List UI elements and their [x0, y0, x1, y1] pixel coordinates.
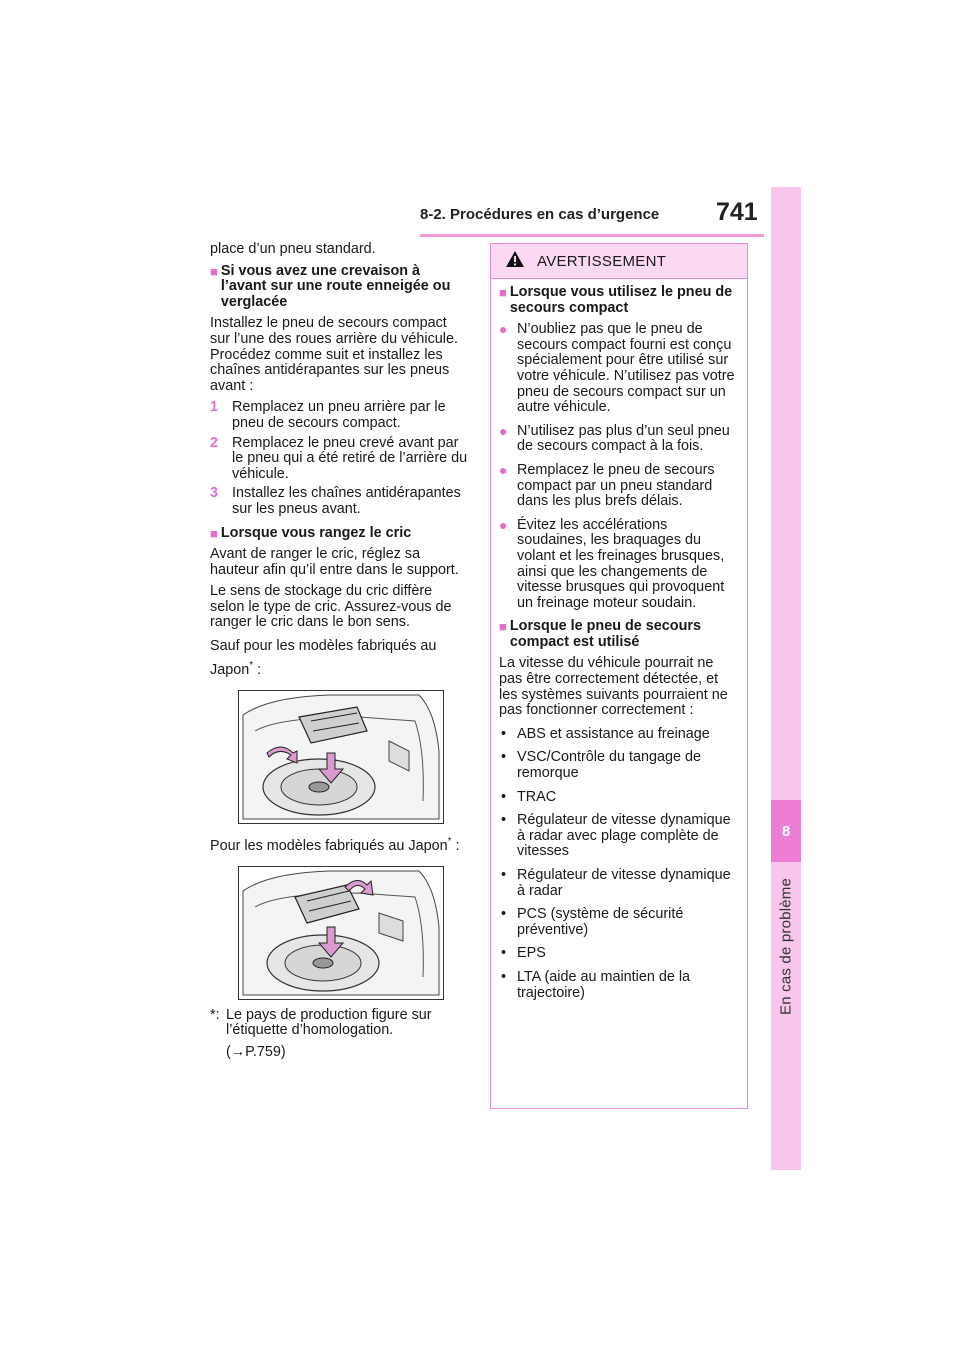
warning-bullet: ● N’utilisez pas plus d’un seul pneu de secours compact à la fois. — [499, 422, 730, 455]
system-list-item: • EPS — [501, 945, 546, 962]
warning-paragraph: La vitesse du véhicule pourrait ne pas être correctement détectée, et les systèmes suivants pourraient ne pas fonctionner correctement : — [499, 655, 728, 719]
system-list-item: • Régulateur de vitesse dynamique à radar avec plage complète de vitesses — [501, 812, 731, 860]
subheading-front-puncture: ■ Si vous avez une crevaison à l’avant sur une route enneigée ou verglacée — [210, 262, 451, 310]
step-item: 1 Remplacez un pneu arrière par le pneu de secours compact. — [210, 399, 446, 431]
bullet-dot-icon: ● — [499, 516, 508, 533]
bullet-dot-icon: ● — [499, 422, 508, 439]
header-divider — [420, 234, 764, 237]
system-list-item: • TRAC — [501, 788, 557, 805]
warning-bullet: ● N’oubliez pas que le pneu de secours compact fourni est conçu spécialement pour être utilisé sur votre véhicule. N’utilisez pas votre pneu de secours compact sur un autre véhicule. — [499, 321, 735, 416]
section-title: 8-2. Procédures en cas d’urgence — [420, 206, 660, 223]
warning-subheading: ■ Lorsque vous utilisez le pneu de secours compact — [499, 284, 733, 316]
warning-body — [491, 279, 747, 1001]
square-bullet-icon: ■ — [499, 285, 507, 300]
system-list-item: • PCS (système de sécurité préventive) — [501, 906, 684, 938]
paragraph: Avant de ranger le cric, réglez sa hauteur afin qu’il entre dans le support. — [210, 546, 459, 578]
intro-text: place d’un pneu standard. — [210, 241, 376, 257]
chapter-number: 8 — [771, 800, 801, 862]
warning-box — [490, 243, 748, 1109]
square-bullet-icon: ■ — [210, 525, 218, 541]
step-item: 2 Remplacez le pneu crevé avant par le pneu qui a été retiré de l’arrière du véhicule. — [210, 434, 468, 482]
warning-icon — [505, 250, 525, 273]
warning-bullet: ● Remplacez le pneu de secours compact par un pneu standard dans les plus brefs délais. — [499, 461, 715, 510]
page-number: 741 — [716, 198, 758, 226]
step-item: 3 Installez les chaînes antidérapantes sur les pneus avant. — [210, 485, 461, 517]
jack-storage-illustration-1 — [238, 690, 444, 824]
system-list-item: • VSC/Contrôle du tangage de remorque — [501, 749, 702, 782]
warning-title: AVERTISSEMENT — [537, 252, 667, 270]
left-column — [210, 242, 468, 1060]
footnote: *: Le pays de production figure sur l’étiquette d’homologation. — [210, 1006, 432, 1039]
figure-caption: Sauf pour les modèles fabriqués au Japon* : — [210, 638, 437, 678]
bullet-dot-icon: ● — [499, 321, 508, 338]
paragraph: Installez le pneu de secours compact sur l’une des roues arrière du véhicule. Procédez comme suit et installez les chaînes antidérapantes sur les pneus avant : — [210, 315, 458, 394]
chapter-label: En cas de problème — [777, 878, 795, 1016]
system-list-item: • Régulateur de vitesse dynamique à radar — [501, 867, 731, 899]
warning-bullet: ● Évitez les accélérations soudaines, les braquages du volant et les freinages brusques, ainsi que les changements de vitesse brusques qui provoquent un freinage moteur soudain. — [499, 516, 725, 611]
square-bullet-icon: ■ — [499, 619, 507, 635]
system-list-item: • ABS et assistance au freinage — [501, 725, 710, 742]
subheading-jack-storage: ■ Lorsque vous rangez le cric — [210, 524, 412, 541]
jack-storage-illustration-2 — [238, 866, 444, 1000]
system-list-item: • LTA (aide au maintien de la trajectoire) — [501, 968, 691, 1001]
square-bullet-icon: ■ — [210, 263, 218, 279]
figure-caption: Pour les modèles fabriqués au Japon* : — [210, 835, 460, 854]
warning-header — [491, 244, 747, 279]
bullet-dot-icon: ● — [499, 461, 508, 478]
paragraph: Le sens de stockage du cric diffère selon le type de cric. Assurez-vous de ranger le cric dans le bon sens. — [210, 583, 452, 631]
page-reference-link[interactable]: (→P.759) — [226, 1043, 286, 1060]
warning-subheading: ■ Lorsque le pneu de secours compact est utilisé — [499, 618, 701, 650]
